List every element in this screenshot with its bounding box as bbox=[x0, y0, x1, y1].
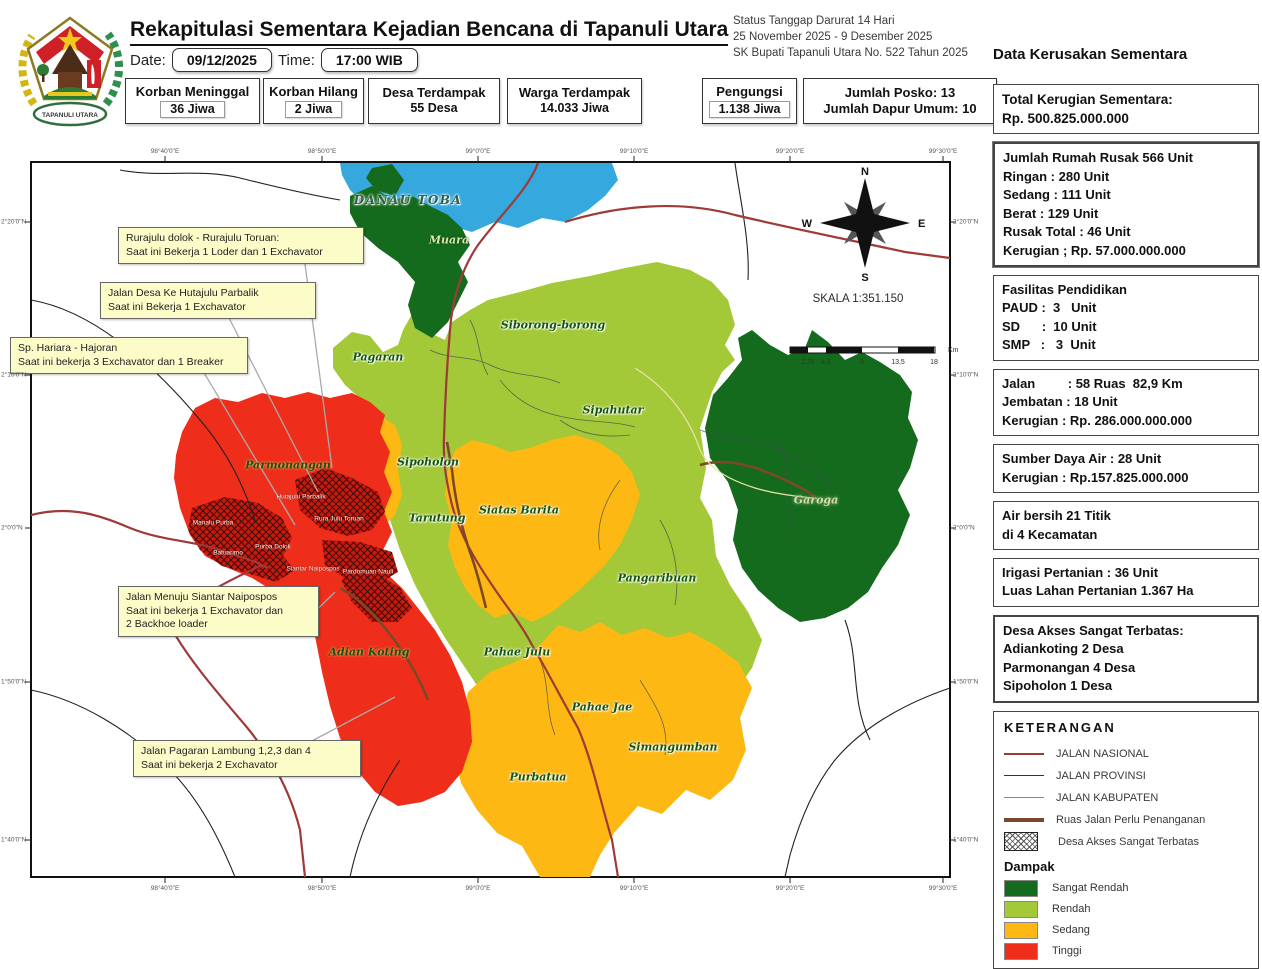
callout-pagaran-lambung: Jalan Pagaran Lambung 1,2,3 dan 4 Saat ini bekerja 2 Exchavator bbox=[133, 740, 361, 777]
callout-hariara-hajoran: Sp. Hariara - Hajoran Saat ini bekerja 3 Exchavator dan 1 Breaker bbox=[10, 337, 248, 374]
region-label-adian-koting: Adian Koting bbox=[328, 645, 410, 659]
road-line-swatch bbox=[1004, 775, 1044, 776]
region-label-tarutung: Tarutung bbox=[408, 511, 466, 525]
coord-label: 99°20'0"E bbox=[775, 885, 805, 892]
legend-title: KETERANGAN bbox=[1004, 719, 1116, 735]
coord-label: 2°0'0"N bbox=[953, 524, 975, 532]
time-field[interactable]: 17:00 WIB bbox=[321, 48, 418, 72]
svg-text:S: S bbox=[861, 272, 869, 284]
color-swatch bbox=[1004, 922, 1038, 939]
region-label-purbatua: Purbatua bbox=[509, 770, 567, 784]
panel-jalan-jembatan: Jalan : 58 Ruas 82,9 Km Jembatan : 18 Unit Kerugian : Rp. 286.000.000.000 bbox=[993, 369, 1259, 436]
region-label-simangumban: Simangumban bbox=[628, 740, 718, 754]
svg-text:4,5: 4,5 bbox=[821, 359, 831, 366]
color-swatch bbox=[1004, 943, 1038, 960]
coord-label: 99°0'0"E bbox=[465, 885, 491, 892]
legend-row-jalan-kabupaten: JALAN KABUPATEN bbox=[1004, 787, 1248, 809]
svg-text:SKALA 1:351.150: SKALA 1:351.150 bbox=[812, 293, 904, 305]
village-label-hutajulu-parbalik: Hutajulu Parbalik bbox=[276, 493, 326, 501]
coord-label: 99°20'0"E bbox=[775, 148, 805, 155]
legend-row-rendah: Rendah bbox=[1004, 899, 1248, 920]
callout-hutajulu-parbalik: Jalan Desa Ke Hutajulu Parbalik Saat ini Bekerja 1 Exchavator bbox=[100, 282, 316, 319]
legend-row-sedang: Sedang bbox=[1004, 920, 1248, 941]
date-time-row bbox=[130, 48, 418, 72]
coord-label: 1°50'0"N bbox=[953, 678, 979, 686]
region-label-sipahutar: Sipahutar bbox=[582, 403, 644, 417]
stat-pengungsi: Pengungsi 1.138 Jiwa bbox=[702, 78, 797, 124]
coord-label: 2°0'0"N bbox=[1, 524, 23, 532]
region-label-siborong-borong: Siborong-borong bbox=[500, 318, 606, 332]
time-label: Time: bbox=[277, 51, 315, 69]
coord-label: 1°40'0"N bbox=[953, 836, 979, 844]
date-label: Date: bbox=[130, 51, 166, 69]
coord-label: 98°40'0"E bbox=[150, 885, 180, 892]
village-label-pardomuan-nauli: Pardomuan Nauli bbox=[342, 568, 394, 576]
region-label-muara: Muara bbox=[428, 233, 470, 247]
svg-text:2,25: 2,25 bbox=[801, 359, 815, 366]
svg-text:E: E bbox=[918, 218, 926, 230]
region-label-parmonangan: Parmonangan bbox=[245, 458, 331, 472]
callout-rurajulu: Rurajulu dolok - Rurajulu Toruan: Saat ini Bekerja 1 Loder dan 1 Exchavator bbox=[118, 227, 364, 264]
coord-label: 2°20'0"N bbox=[953, 218, 979, 226]
coord-label: 98°40'0"E bbox=[150, 148, 180, 155]
stat-value: 1.138 Jiwa bbox=[709, 101, 791, 119]
stat-value: 14.033 Jiwa bbox=[540, 101, 609, 116]
region-label-sipoholon: Sipoholon bbox=[397, 455, 459, 469]
village-label-manalu-purba: Manalu Purba bbox=[192, 519, 234, 527]
panel-sumber-daya-air: Sumber Daya Air : 28 Unit Kerugian : Rp.157.825.000.000 bbox=[993, 444, 1259, 493]
callout-siantar-naipospos: Jalan Menuju Siantar Naipospos Saat ini bekerja 1 Exchavator dan 2 Backhoe loader bbox=[118, 586, 319, 637]
panel-fasilitas-pendidikan: Fasilitas Pendidikan PAUD : 3 Unit SD : 10 Unit SMP : 3 Unit bbox=[993, 275, 1259, 361]
coord-label: 2°10'0"N bbox=[1, 371, 27, 379]
stat-korban-hilang: Korban Hilang 2 Jiwa bbox=[263, 78, 364, 124]
svg-text:13,5: 13,5 bbox=[891, 359, 905, 366]
stat-desa-terdampak: Desa Terdampak 55 Desa bbox=[368, 78, 500, 124]
stat-value: 2 Jiwa bbox=[285, 101, 343, 119]
village-label-batuarimo: Batuarimo bbox=[213, 549, 243, 557]
coord-label: 1°40'0"N bbox=[1, 836, 27, 844]
color-swatch bbox=[1004, 901, 1038, 918]
region-label-garoga: Garoga bbox=[793, 493, 839, 507]
coord-label: 99°30'0"E bbox=[928, 885, 958, 892]
legend-row-jalan-nasional: JALAN NASIONAL bbox=[1004, 743, 1248, 765]
stat-value: 55 Desa bbox=[410, 101, 458, 116]
region-label-pahae-jae: Pahae Jae bbox=[571, 700, 633, 714]
status-line: 25 November 2025 - 9 Desember 2025 bbox=[733, 30, 933, 43]
region-label-siatas-barita: Siatas Barita bbox=[478, 503, 560, 517]
page-title: Rekapitulasi Sementara Kejadian Bencana di Tapanuli Utara bbox=[130, 18, 728, 46]
coord-label: 98°50'0"E bbox=[307, 885, 337, 892]
stat-posko-dapur: Jumlah Posko: 13 Jumlah Dapur Umum: 10 bbox=[803, 78, 997, 124]
village-label-rura-julu-toruan: Rura Julu Toruan bbox=[314, 515, 364, 523]
road-line-swatch bbox=[1004, 797, 1044, 798]
coord-label: 99°10'0"E bbox=[619, 885, 649, 892]
status-note bbox=[733, 14, 968, 62]
village-label-purba-dolok: Purba Dolok bbox=[255, 543, 291, 551]
coord-label: 1°50'0"N bbox=[1, 678, 27, 686]
status-line: SK Bupati Tapanuli Utara No. 522 Tahun 2025 bbox=[733, 46, 968, 59]
damage-data-header: Data Kerusakan Sementara bbox=[993, 46, 1188, 63]
tapanuli-utara-logo bbox=[12, 4, 128, 132]
region-label-pagaran: Pagaran bbox=[352, 350, 404, 364]
coord-label: 99°10'0"E bbox=[619, 148, 649, 155]
road-line-swatch bbox=[1004, 818, 1044, 822]
legend-row-tinggi: Tinggi bbox=[1004, 941, 1248, 962]
svg-text:18: 18 bbox=[930, 359, 938, 366]
panel-desa-akses-terbatas: Desa Akses Sangat Terbatas: Adiankoting 2 Desa Parmonangan 4 Desa Sipoholon 1 Desa bbox=[993, 615, 1259, 703]
panel-rumah-rusak: Jumlah Rumah Rusak 566 Unit Ringan : 280 Unit Sedang : 111 Unit Berat : 129 Unit Rusak Total : 46 Unit Kerugian ; Rp. 57.000.000.000 bbox=[993, 142, 1259, 267]
svg-text:TAPANULI UTARA: TAPANULI UTARA bbox=[42, 112, 98, 119]
svg-text:N: N bbox=[861, 166, 869, 178]
road-line-swatch bbox=[1004, 753, 1044, 755]
color-swatch bbox=[1004, 880, 1038, 897]
hatch-swatch bbox=[1004, 832, 1038, 851]
legend bbox=[993, 711, 1259, 969]
legend-row-desa-akses-terbatas: Desa Akses Sangat Terbatas bbox=[1004, 831, 1248, 853]
svg-text:9: 9 bbox=[860, 359, 864, 366]
region-label-danau-toba: DANAU TOBA bbox=[353, 193, 463, 207]
stat-warga-terdampak: Warga Terdampak 14.033 Jiwa bbox=[507, 78, 642, 124]
coord-label: 98°50'0"E bbox=[307, 148, 337, 155]
panel-irigasi: Irigasi Pertanian : 36 Unit Luas Lahan Pertanian 1.367 Ha bbox=[993, 558, 1259, 607]
region-label-pahae-julu: Pahae Julu bbox=[483, 645, 551, 659]
svg-text:W: W bbox=[801, 218, 812, 230]
legend-impact-title: Dampak bbox=[1004, 858, 1055, 874]
status-line: Status Tanggap Darurat 14 Hari bbox=[733, 15, 895, 27]
stat-value: 36 Jiwa bbox=[160, 101, 224, 119]
sidebar bbox=[993, 84, 1259, 969]
legend-row-sangat-rendah: Sangat Rendah bbox=[1004, 878, 1248, 899]
date-field[interactable]: 09/12/2025 bbox=[172, 48, 272, 72]
panel-total-kerugian: Total Kerugian Sementara: Rp. 500.825.000.000 bbox=[993, 84, 1259, 134]
stat-korban-meninggal: Korban Meninggal 36 Jiwa bbox=[125, 78, 260, 124]
svg-text:Km: Km bbox=[948, 347, 959, 354]
village-label-siantar-naipospos: Siantar Naipospos bbox=[286, 565, 340, 573]
panel-air-bersih: Air bersih 21 Titik di 4 Kecamatan bbox=[993, 501, 1259, 550]
region-label-pangaribuan: Pangaribuan bbox=[617, 571, 697, 585]
coord-label: 2°20'0"N bbox=[1, 218, 27, 226]
coord-label: 99°30'0"E bbox=[928, 148, 958, 155]
coord-label: 99°0'0"E bbox=[465, 148, 491, 155]
legend-row-ruas-perlu-penanganan: Ruas Jalan Perlu Penanganan bbox=[1004, 809, 1248, 831]
coord-label: 2°10'0"N bbox=[953, 371, 979, 379]
legend-row-jalan-provinsi: JALAN PROVINSI bbox=[1004, 765, 1248, 787]
